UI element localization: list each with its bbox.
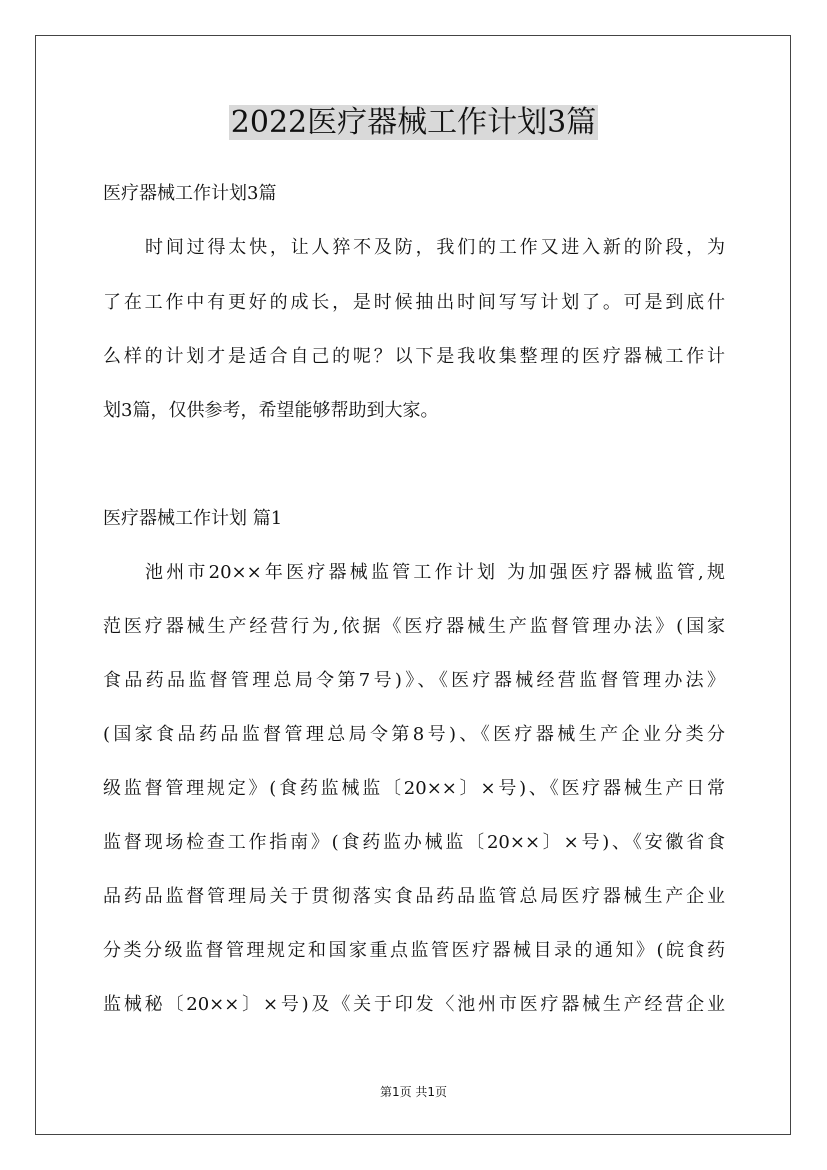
page-footer: 第1页 共1页	[379, 1085, 448, 1099]
section-line-1: 池州市20××年医疗器械监管工作计划 为加强医疗器械监管,规	[145, 562, 725, 583]
section-line-2: 范医疗器械生产经营行为,依据《医疗器械生产监督管理办法》(国家	[103, 616, 725, 637]
document-title	[0, 103, 827, 143]
section-line-3: 食品药品监督管理总局令第7号)》、《医疗器械经营监督管理办法》	[103, 670, 725, 691]
section-line-9: 监械秘〔20××〕×号)及《关于印发〈池州市医疗器械生产经营企业	[103, 994, 725, 1015]
intro-line-3: 么样的计划才是适合自己的呢？以下是我收集整理的医疗器械工作计	[103, 346, 725, 367]
section-line-4: (国家食品药品监督管理总局令第8号)、《医疗器械生产企业分类分	[103, 724, 725, 745]
section-line-7: 品药品监督管理局关于贯彻落实食品药品监管总局医疗器械生产企业	[103, 886, 725, 907]
section-line-5: 级监督管理规定》(食药监械监〔20××〕×号)、《医疗器械生产日常	[103, 778, 725, 799]
section-line-8: 分类分级监督管理规定和国家重点监管医疗器械目录的通知》(皖食药	[103, 940, 725, 961]
intro-line-4: 划3篇，仅供参考，希望能够帮助到大家。	[103, 400, 439, 421]
intro-line-1: 时间过得太快，让人猝不及防，我们的工作又进入新的阶段，为	[145, 237, 725, 258]
section-line-6: 监督现场检查工作指南》(食药监办械监〔20××〕×号)、《安徽省食	[103, 832, 725, 853]
intro-line-2: 了在工作中有更好的成长，是时候抽出时间写写计划了。可是到底什	[103, 292, 725, 313]
section-heading: 医疗器械工作计划 篇1	[103, 508, 283, 529]
document-title-text: 2022医疗器械工作计划3篇	[230, 105, 597, 140]
document-subtitle: 医疗器械工作计划3篇	[103, 183, 277, 204]
